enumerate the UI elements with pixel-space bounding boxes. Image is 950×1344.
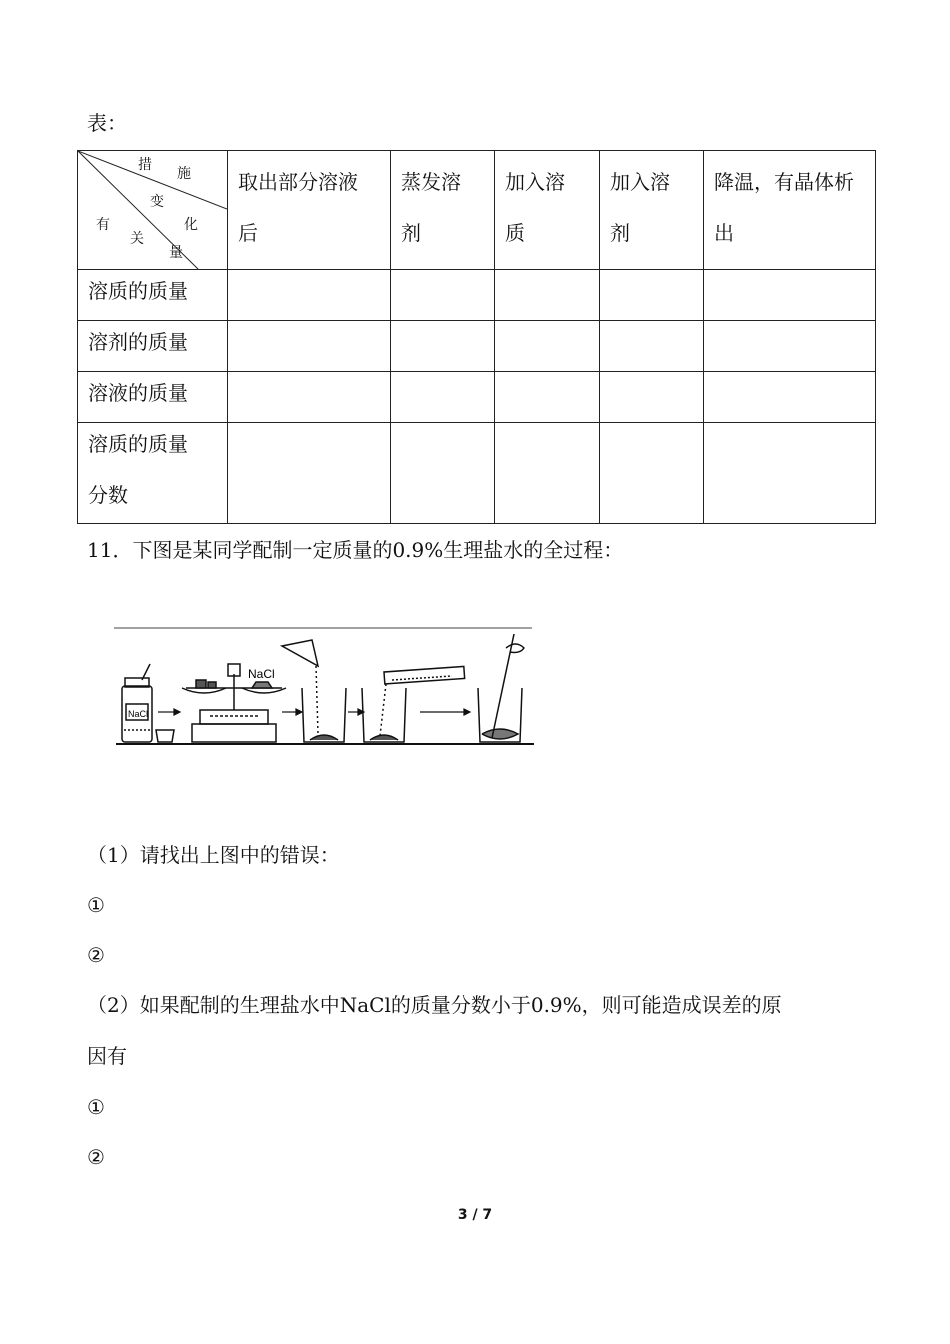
corner-char-2: 施 (177, 166, 191, 182)
header-3-line-1: 加入溶 (505, 170, 565, 194)
table-cell (391, 423, 495, 524)
table-cell (495, 423, 600, 524)
balance-label: NaCl (248, 667, 275, 681)
table-cell (228, 372, 391, 423)
corner-char-6: 关 (130, 231, 144, 247)
corner-char-4: 化 (184, 217, 198, 233)
question-11-part-2-line-2: 因有 (87, 1044, 127, 1068)
beaker-1 (282, 640, 346, 742)
row-label-cell (78, 321, 228, 372)
table-cell (704, 321, 876, 372)
table-row (78, 270, 876, 321)
header-2-line-1: 蒸发溶 (401, 170, 461, 194)
part-2-blank-1: ① (87, 1095, 105, 1119)
row-label-cell (78, 423, 228, 524)
corner-char-3: 变 (150, 194, 164, 210)
header-5-line-1: 降温，有晶体析 (714, 170, 854, 194)
header-5-line-2: 出 (714, 221, 734, 245)
page-number: 3 / 7 (457, 1207, 493, 1223)
table-cell (228, 423, 391, 524)
table-cell (704, 423, 876, 524)
corner-char-1: 措 (138, 157, 152, 173)
header-1-line-1: 取出部分溶液 (238, 170, 358, 194)
header-cell-5 (704, 151, 876, 270)
header-cell-4 (600, 151, 704, 270)
table-cell (600, 270, 704, 321)
table-cell (495, 372, 600, 423)
header-cell-2 (391, 151, 495, 270)
diagonal-lines (78, 151, 227, 269)
table-cell (704, 372, 876, 423)
table-cell (600, 321, 704, 372)
question-11-stem: 11．下图是某同学配制一定质量的0.9%生理盐水的全过程： (87, 538, 624, 562)
table-cell (228, 321, 391, 372)
header-4-line-1: 加入溶 (610, 170, 670, 194)
row-label-line-1: 溶质的质量 (88, 432, 188, 456)
table-cell (228, 270, 391, 321)
arrow-1 (158, 709, 180, 715)
saline-preparation-figure (112, 626, 536, 752)
part-1-blank-1: ① (87, 893, 105, 917)
table-cell (600, 372, 704, 423)
table-intro-label: 表： (87, 111, 127, 135)
row-label-line-2: 分数 (88, 483, 128, 507)
row-label-cell (78, 270, 228, 321)
arrow-4 (420, 709, 470, 715)
question-11-part-1: （1）请找出上图中的错误： (87, 843, 340, 867)
table-row (78, 321, 876, 372)
row-label: 溶液的质量 (88, 381, 188, 405)
table-cell (495, 270, 600, 321)
corner-header-cell (78, 151, 228, 270)
question-11-part-2-line-1: （2）如果配制的生理盐水中NaCl的质量分数小于0.9%，则可能造成误差的原 (87, 993, 782, 1017)
row-label: 溶剂的质量 (88, 330, 188, 354)
beaker-3-stirring (478, 634, 524, 742)
arrow-2 (282, 709, 302, 715)
part-2-blank-2: ② (87, 1145, 105, 1169)
arrow-3 (348, 709, 364, 715)
table-cell (391, 321, 495, 372)
header-cell-1 (228, 151, 391, 270)
change-table (77, 150, 876, 524)
header-1-line-2: 后 (238, 221, 258, 245)
header-2-line-2: 剂 (401, 221, 421, 245)
corner-char-7: 量 (169, 245, 183, 261)
table-cell (704, 270, 876, 321)
part-1-blank-2: ② (87, 943, 105, 967)
beaker-2-with-cylinder (362, 666, 465, 742)
table-cell (600, 423, 704, 524)
header-cell-3 (495, 151, 600, 270)
header-4-line-2: 剂 (610, 221, 630, 245)
corner-char-5: 有 (96, 217, 110, 233)
table-header-row (78, 151, 876, 270)
row-label: 溶质的质量 (88, 279, 188, 303)
nacl-reagent-jar (122, 664, 152, 742)
weighing-dish (156, 730, 174, 742)
table-cell (391, 372, 495, 423)
jar-label: NaCl (128, 709, 149, 719)
header-3-line-2: 质 (505, 221, 525, 245)
table-row (78, 423, 876, 524)
table-cell (391, 270, 495, 321)
table-cell (495, 321, 600, 372)
